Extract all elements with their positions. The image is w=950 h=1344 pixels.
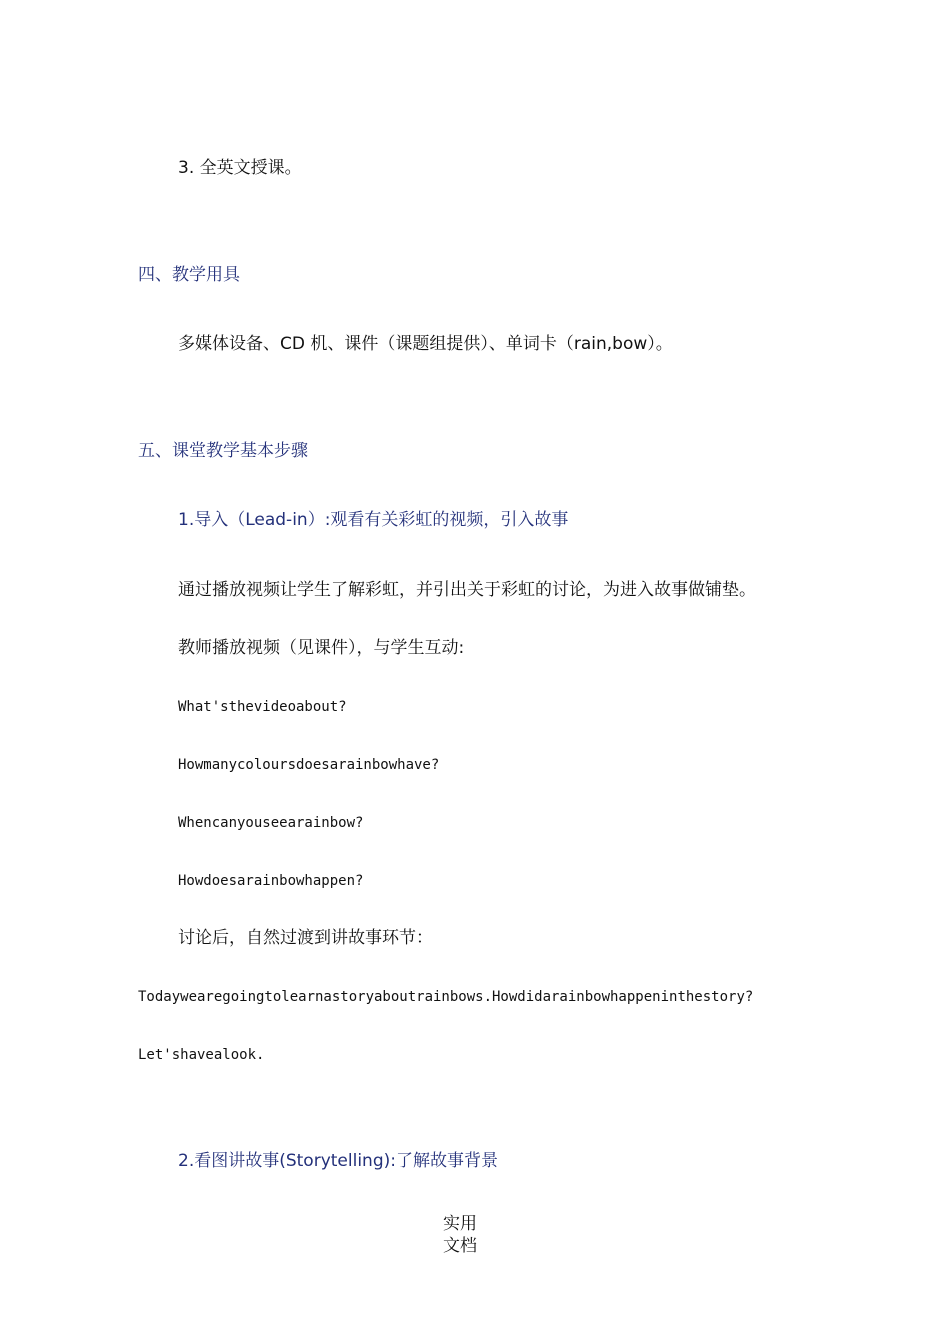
section-4-body: 多媒体设备、CD 机、课件（课题组提供）、单词卡（rain,bow）。 <box>178 334 673 354</box>
question-1: What'sthevideoabout? <box>178 699 347 715</box>
footer-line-2: 文档 <box>443 1236 477 1256</box>
transition-text: 讨论后，自然过渡到讲故事环节： <box>178 928 433 948</box>
list-item-3: 3. 全英文授课。 <box>178 158 302 178</box>
section-5-title: 五、课堂教学基本步骤 <box>138 441 308 461</box>
footer-line-1: 实用 <box>443 1214 477 1234</box>
section-4-title: 四、教学用具 <box>138 265 240 285</box>
question-3: Whencanyouseearainbow? <box>178 815 364 831</box>
step-1-description: 通过播放视频让学生了解彩虹，并引出关于彩虹的讨论，为进入故事做铺垫。 <box>178 580 756 600</box>
step-1-interaction: 教师播放视频（见课件），与学生互动: <box>178 638 465 658</box>
english-sentence-1: Todaywearegoingtolearnastoryaboutrainbows.Howdidarainbowhappeninthestory? <box>138 989 754 1005</box>
question-4: Howdoesarainbowhappen? <box>178 873 364 889</box>
step-2-title: 2.看图讲故事(Storytelling):了解故事背景 <box>178 1151 498 1171</box>
question-2: Howmanycoloursdoesarainbowhave? <box>178 757 440 773</box>
english-sentence-2: Let'shavealook. <box>138 1047 265 1063</box>
step-1-title: 1.导入（Lead-in）:观看有关彩虹的视频，引入故事 <box>178 510 569 530</box>
